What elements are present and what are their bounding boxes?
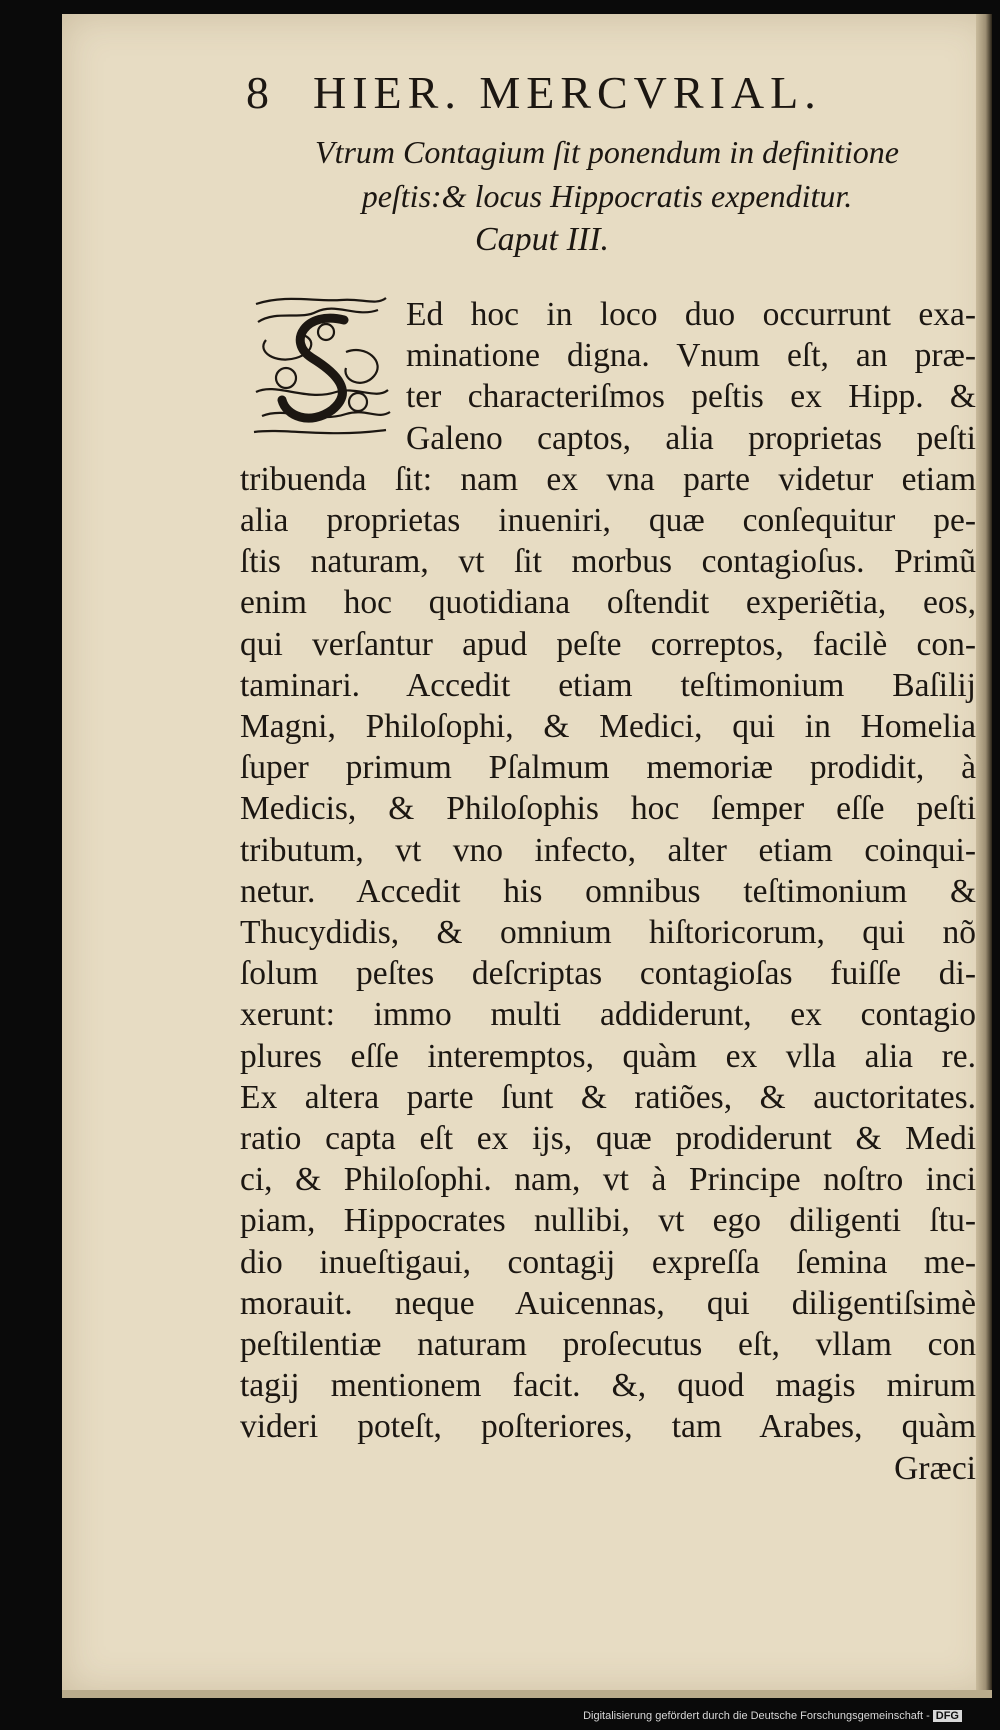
- caput-label: Caput III.: [474, 221, 610, 258]
- body-text: [240, 294, 976, 1489]
- text-line: ratio capta eſt ex ijs, quæ prodiderunt & Medi: [240, 1120, 976, 1158]
- text-line: ſuper primum Pſalmum memoriæ prodidit, à: [240, 749, 976, 787]
- text-line: Magni, Philoſophi, & Medici, qui in Homelia: [240, 708, 976, 746]
- text-line: videri poteſt, poſteriores, tam Arabes, quàm: [240, 1408, 976, 1446]
- text-line: ter characteriſmos peſtis ex Hipp. &: [406, 378, 976, 416]
- page-number: 8: [246, 67, 275, 118]
- chapter-heading: [262, 130, 952, 262]
- text-line: Galeno captos, alia proprietas peſti: [406, 419, 976, 457]
- text-line: tribuenda ſit: nam ex vna parte videtur etiam: [240, 460, 976, 498]
- text-line: ſolum peſtes deſcriptas contagioſas fuiſſe di-: [240, 955, 976, 993]
- catchword: Græci: [894, 1449, 976, 1487]
- text-line: taminari. Accedit etiam teſtimonium Baſilij: [240, 666, 976, 704]
- text-line: Ex altera parte ſunt & ratiões, & auctoritates.: [240, 1078, 976, 1116]
- dfg-logo: DFG: [933, 1710, 962, 1722]
- footer-text: Digitalisierung gefördert durch die Deutsche Forschungsgemeinschaft -: [583, 1710, 930, 1722]
- text-line: morauit. neque Auicennas, qui diligentiſsimè: [240, 1284, 976, 1322]
- page-edge-right: [976, 14, 992, 1694]
- text-line: plures eſſe interemptos, quàm ex vlla alia re.: [240, 1037, 976, 1075]
- running-head: [246, 66, 896, 119]
- text-line: peſtilentiæ naturam proſecutus eſt, vllam con: [240, 1326, 976, 1364]
- text-line: ſtis naturam, vt ſit morbus contagioſus. Primũ: [240, 543, 976, 581]
- text-line: Medicis, & Philoſophis hoc ſemper eſſe peſti: [240, 790, 976, 828]
- digitization-footer: [583, 1710, 962, 1722]
- chapter-title-line: Vtrum Contagium ſit ponendum in definitione: [315, 134, 899, 170]
- text-line: tributum, vt vno infecto, alter etiam coinqui-: [240, 831, 976, 869]
- page-edge-bottom: [62, 1690, 992, 1698]
- text-line: tagij mentionem facit. &, quod magis mirum: [240, 1367, 976, 1405]
- chapter-title-line: peſtis:& locus Hippocratis expenditur.: [361, 178, 853, 214]
- text-line: ci, & Philoſophi. nam, vt à Principe noſtro inci: [240, 1161, 976, 1199]
- text-line: dio inueſtigaui, contagij expreſſa ſemina me-: [240, 1243, 976, 1281]
- text-line: Thucydidis, & omnium hiſtoricorum, qui nõ: [240, 914, 976, 952]
- running-title: HIER. MERCVRIAL.: [313, 67, 822, 118]
- text-line: netur. Accedit his omnibus teſtimonium &: [240, 872, 976, 910]
- text-line: alia proprietas inueniri, quæ conſequitur pe-: [240, 502, 976, 540]
- text-line: xerunt: immo multi addiderunt, ex contagio: [240, 996, 976, 1034]
- text-line: Ed hoc in loco duo occurrunt exa-: [406, 296, 976, 333]
- text-line: piam, Hippocrates nullibi, vt ego diligenti ſtu-: [240, 1202, 976, 1240]
- text-line: minatione digna. Vnum eſt, an præ-: [406, 337, 976, 375]
- text-line: enim hoc quotidiana oſtendit experiẽtia, eos,: [240, 584, 976, 622]
- text-line: qui verſantur apud peſte correptos, facilè con-: [240, 625, 976, 663]
